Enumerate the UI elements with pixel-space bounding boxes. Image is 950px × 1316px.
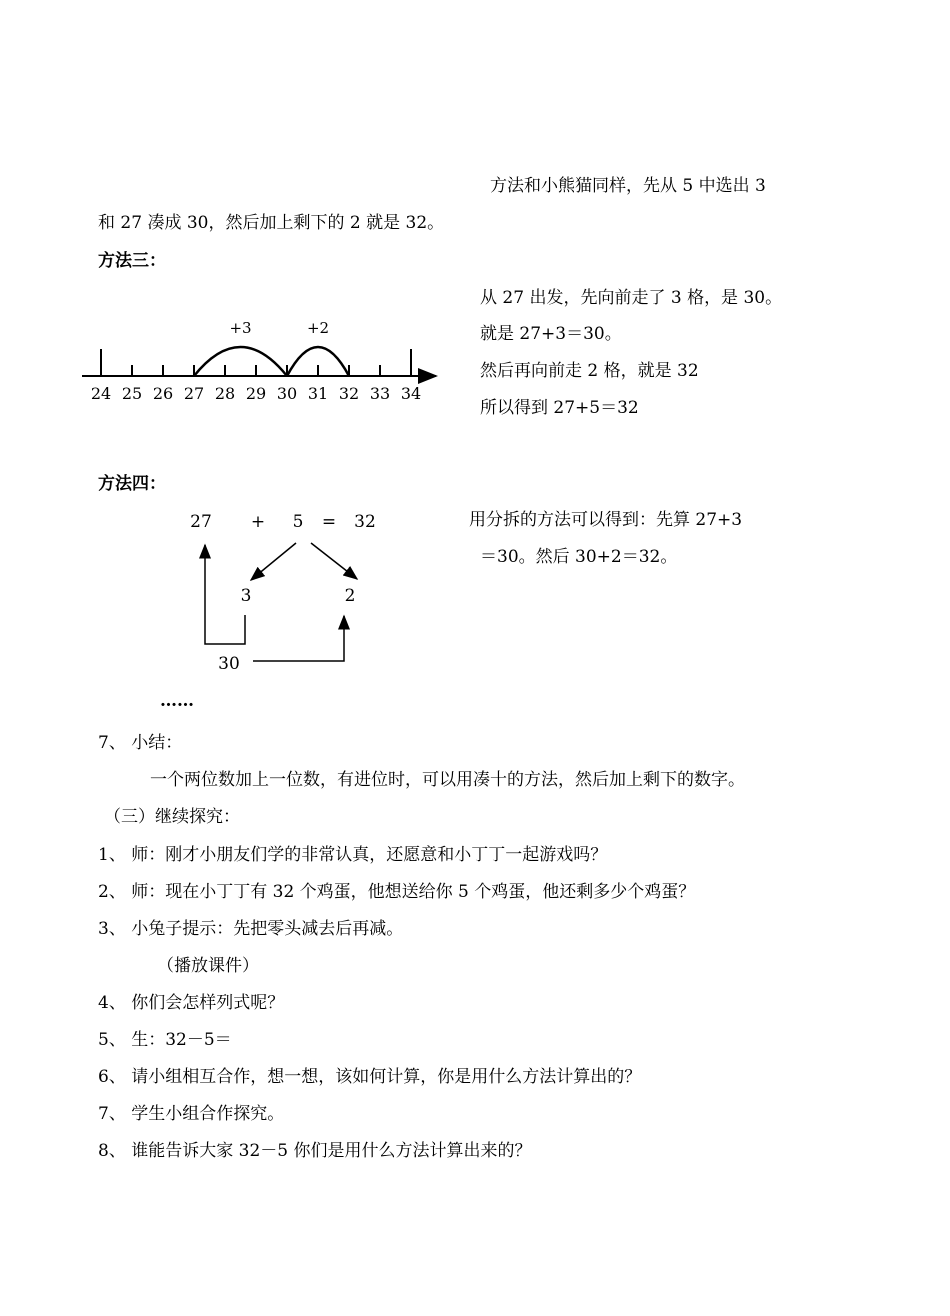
- method3-text-1: 从 27 出发，先向前走了 3 格，是 30。: [480, 288, 783, 308]
- method4-text-1: 用分拆的方法可以得到：先算 27+3: [469, 510, 743, 530]
- section3-play-courseware: （播放课件）: [157, 956, 259, 976]
- section3-item-8: 8、 谁能告诉大家 32－5 你们是用什么方法计算出来的？: [98, 1141, 532, 1161]
- split-sum-30: 30: [218, 654, 240, 674]
- number-line-label-33: 33: [369, 384, 391, 403]
- number-line-label-30: 30: [276, 384, 298, 403]
- method3-text-4: 所以得到 27+5＝32: [480, 398, 639, 418]
- split-part-2: 2: [344, 586, 356, 606]
- number-line-label-26: 26: [152, 384, 174, 403]
- split-plus-sign: +: [250, 512, 266, 532]
- section3-item-6: 6、 请小组相互合作，想一想，该如何计算，你是用什么方法计算出的？: [98, 1067, 642, 1087]
- summary-heading: 7、 小结：: [98, 733, 183, 753]
- method4-heading: 方法四：: [98, 474, 166, 494]
- number-line-label-29: 29: [245, 384, 267, 403]
- split-arrow-right: [311, 543, 357, 579]
- jump-label-1: +3: [229, 319, 252, 337]
- method3-text-3: 然后再向前走 2 格，就是 32: [480, 361, 699, 381]
- number-line-label-28: 28: [214, 384, 236, 403]
- split-arrow-left: [251, 543, 296, 580]
- intro-line-2: 和 27 凑成 30，然后加上剩下的 2 就是 32。: [98, 213, 445, 233]
- combine-bracket-27-3: [205, 545, 245, 644]
- split-part-3: 3: [240, 586, 252, 606]
- method4-ellipsis: ……: [160, 691, 194, 711]
- section3-item-5: 5、 生：32－5＝: [98, 1030, 232, 1050]
- section3-item-3: 3、 小兔子提示：先把零头减去后再减。: [98, 919, 404, 939]
- add-arrow-30-2: [253, 616, 344, 661]
- section3-item-4: 4、 你们会怎样列式呢？: [98, 993, 285, 1013]
- section3-item-7: 7、 学生小组合作探究。: [98, 1104, 285, 1124]
- number-line-label-32: 32: [338, 384, 360, 403]
- summary-body: 一个两位数加上一位数，有进位时，可以用凑十的方法，然后加上剩下的数字。: [150, 770, 745, 790]
- split-number-27: 27: [190, 512, 212, 532]
- number-line-label-27: 27: [183, 384, 205, 403]
- number-line-label-34: 34: [400, 384, 422, 403]
- number-line-label-31: 31: [307, 384, 329, 403]
- method3-heading: 方法三：: [98, 251, 166, 271]
- split-equals-sign: =: [321, 512, 337, 532]
- section3-item-1: 1、 师：刚才小朋友们学的非常认真，还愿意和小丁丁一起游戏吗？: [98, 845, 608, 865]
- method4-text-2: ＝30。然后 30+2＝32。: [480, 547, 678, 567]
- section3-item-2: 2、 师：现在小丁丁有 32 个鸡蛋，他想送给你 5 个鸡蛋，他还剩多少个鸡蛋？: [98, 882, 696, 902]
- number-line-label-25: 25: [121, 384, 143, 403]
- jump-label-2: +2: [306, 319, 330, 337]
- method3-text-2: 就是 27+3＝30。: [480, 324, 622, 344]
- intro-line-1: 方法和小熊猫同样，先从 5 中选出 3: [490, 176, 766, 196]
- number-line-label-24: 24: [90, 384, 112, 403]
- split-number-5: 5: [292, 512, 304, 532]
- split-result-32: 32: [354, 512, 376, 532]
- section3-heading: （三）继续探究：: [104, 807, 240, 827]
